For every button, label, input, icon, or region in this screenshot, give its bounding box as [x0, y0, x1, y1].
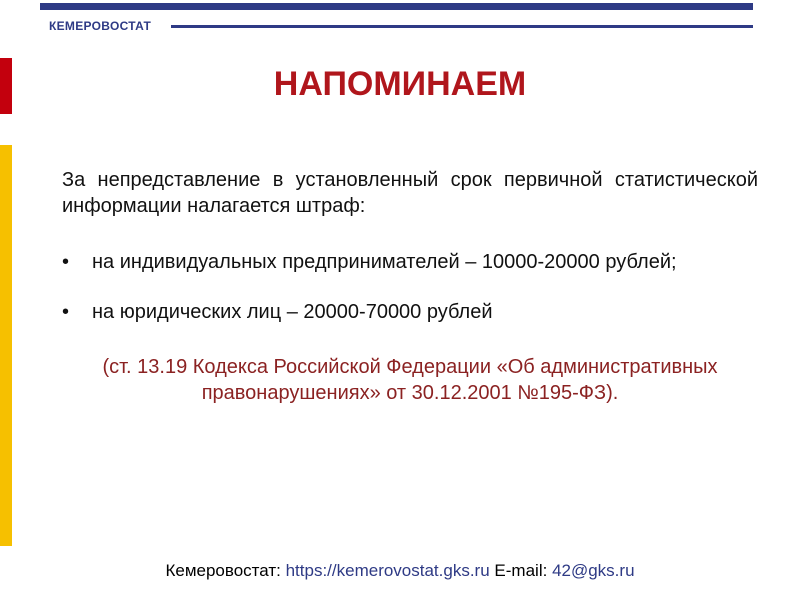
bullet-text: на индивидуальных предпринимателей – 10000-20000 рублей; — [92, 251, 677, 273]
bullet-item-entrepreneurs — [62, 249, 762, 275]
slide-title: НАПОМИНАЕМ — [273, 65, 527, 103]
bullet-text: на юридических лиц – 20000-70000 рублей — [92, 301, 493, 323]
header-divider — [171, 25, 753, 28]
header-top-bar — [40, 3, 753, 10]
footer-contacts — [0, 561, 800, 581]
bullet-mark: • — [62, 251, 70, 273]
yellow-accent-bar — [0, 145, 12, 546]
fine-intro-text: За непредставление в установленный срок первичной статистической информации налагается штраф: — [62, 169, 758, 217]
bullet-item-legal-entities — [62, 299, 762, 325]
website-link[interactable]: https://kemerovostat.gks.ru — [285, 561, 490, 580]
footer-site-label: Кемеровостат: — [165, 561, 281, 580]
legal-reference: (ст. 13.19 Кодекса Российской Федерации «Об административных правонарушениях» от 30.12.2001 №195-ФЗ). — [102, 356, 718, 404]
org-name: КЕМЕРОВОСТАТ — [49, 19, 152, 33]
email-link[interactable]: 42@gks.ru — [552, 561, 635, 580]
bullet-mark: • — [62, 301, 70, 323]
footer-email-label: E-mail: — [494, 561, 548, 580]
